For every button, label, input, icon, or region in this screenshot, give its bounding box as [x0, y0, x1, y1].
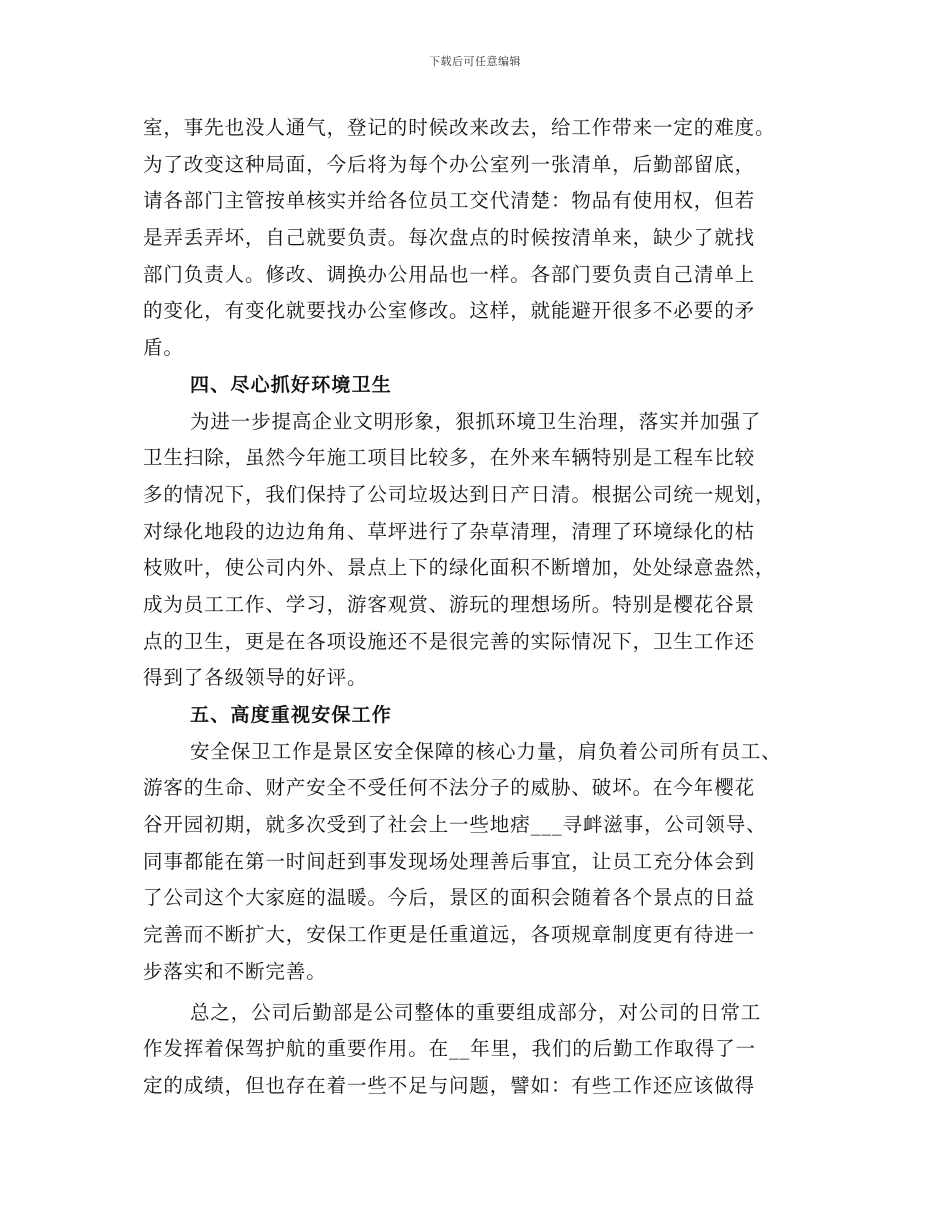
paragraph-line: 同事都能在第一时间赶到事发现场处理善后事宜，让员工充分体会到 — [143, 849, 756, 873]
paragraph-line: 安全保卫工作是景区安全保障的核心力量，肩负着公司所有员工、 — [190, 739, 782, 763]
paragraph-line: 成为员工工作、学习，游客观赏、游玩的理想场所。特别是樱花谷景 — [143, 592, 756, 616]
paragraph-line: 的变化，有变化就要找办公室修改。这样，就能避开很多不必要的矛 — [143, 299, 756, 323]
paragraph-line: 谷开园初期，就多次受到了社会上一些地痞___寻衅滋事，公司领导、 — [143, 813, 767, 837]
document-body — [143, 110, 811, 1105]
paragraph-line: 对绿化地段的边边角角、草坪进行了杂草清理，清理了环境绿化的枯 — [143, 519, 756, 543]
paragraph-line: 卫生扫除，虽然今年施工项目比较多，在外来车辆特别是工程车比较 — [143, 446, 756, 470]
paragraph-line: 是弄丢弄坏，自己就要负责。每次盘点的时候按清单来，缺少了就找 — [143, 226, 756, 250]
paragraph-line: 作发挥着保驾护航的重要作用。在__年里，我们的后勤工作取得了一 — [143, 1037, 756, 1061]
section-heading: 五、高度重视安保工作 — [190, 704, 393, 726]
paragraph-line: 部门负责人。修改、调换办公用品也一样。各部门要负责自己清单上 — [143, 262, 756, 286]
paragraph-line: 为了改变这种局面，今后将为每个办公室列一张清单，后勤部留底， — [143, 152, 756, 176]
paragraph-line: 定的成绩，但也存在着一些不足与问题，譬如：有些工作还应该做得 — [143, 1073, 756, 1097]
paragraph-line: 了公司这个大家庭的温暖。今后，景区的面积会随着各个景点的日益 — [143, 886, 756, 910]
paragraph-line: 总之，公司后勤部是公司整体的重要组成部分，对公司的日常工 — [190, 1000, 762, 1024]
paragraph-line: 为进一步提高企业文明形象，狠抓环境卫生治理，落实并加强了 — [190, 409, 762, 433]
paragraph-line: 完善而不断扩大，安保工作更是任重道远，各项规章制度更有待进一 — [143, 923, 756, 947]
paragraph-line: 得到了各级领导的好评。 — [143, 666, 368, 690]
paragraph-line: 室，事先也没人通气，登记的时候改来改去，给工作带来一定的难度。 — [143, 116, 776, 139]
paragraph-line: 步落实和不断完善。 — [143, 959, 327, 983]
page-header: 下载后可任意编辑 — [429, 55, 521, 68]
paragraph-line: 请各部门主管按单核实并给各位员工交代清楚：物品有使用权，但若 — [143, 189, 756, 213]
paragraph-line: 盾。 — [143, 336, 184, 360]
paragraph-line: 多的情况下，我们保持了公司垃圾达到日产日清。根据公司统一规划， — [143, 482, 776, 506]
paragraph-line: 游客的生命、财产安全不受任何不法分子的威胁、破坏。在今年樱花 — [143, 776, 756, 800]
section-heading: 四、尽心抓好环境卫生 — [190, 373, 393, 396]
paragraph-line: 点的卫生，更是在各项设施还不是很完善的实际情况下，卫生工作还 — [143, 629, 756, 653]
paragraph-line: 枝败叶，使公司内外、景点上下的绿化面积不断增加，处处绿意盎然， — [143, 556, 776, 580]
